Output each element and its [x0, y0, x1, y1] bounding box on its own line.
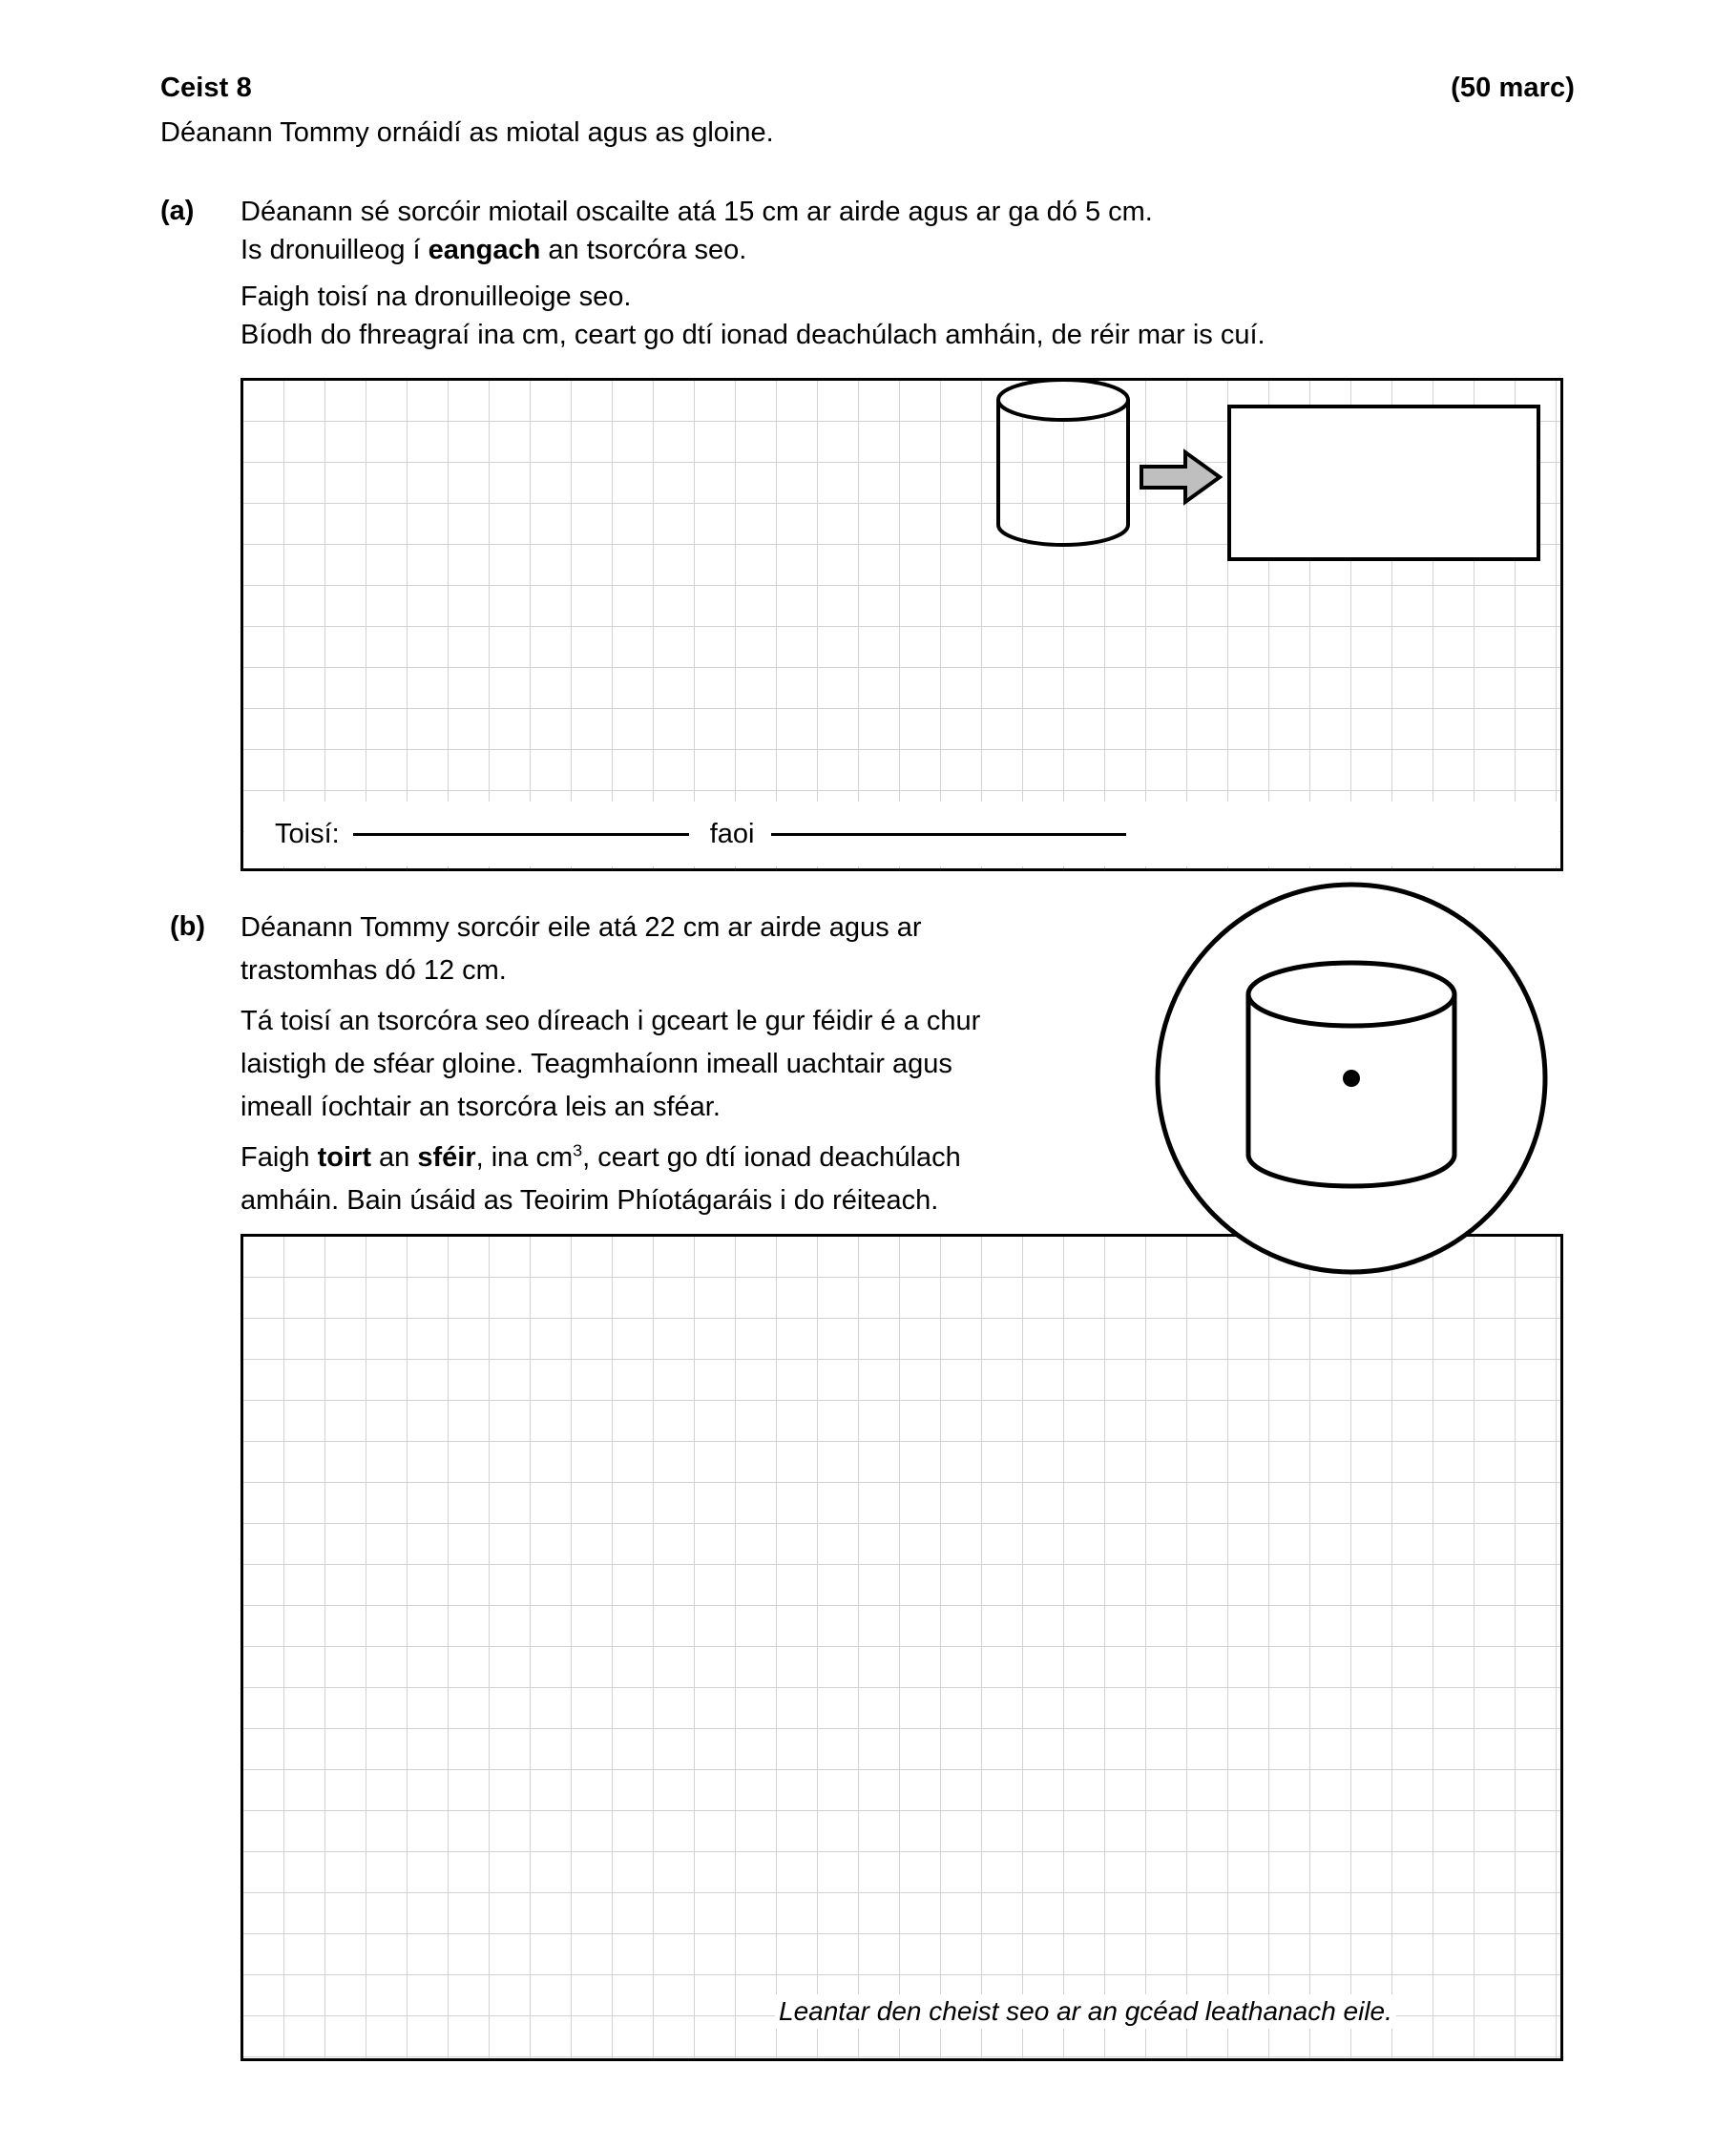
- intro-text: Déanann Tommy ornáidí as miotal agus as gloine.: [160, 117, 774, 148]
- part-b-line-6: [241, 1141, 961, 1174]
- part-a-answer-line[interactable]: [244, 802, 1559, 866]
- part-b-line-1: Déanann Tommy sorcóir eile atá 22 cm ar airde agus ar: [241, 912, 922, 943]
- part-a-line-2-post: an tsorcóra seo.: [540, 235, 747, 265]
- part-a-figure-arrow: [1138, 447, 1225, 508]
- part-b-line-6-post-a: , ina cm: [475, 1142, 574, 1173]
- part-a-line-2-pre: Is dronuilleog í: [241, 235, 429, 265]
- sphere-centre-dot: [1343, 1070, 1360, 1087]
- part-a-line-2-emphasis: eangach: [428, 235, 541, 265]
- part-b-line-4: laistigh de sféar gloine. Teagmhaíonn imeall uachtair agus: [241, 1049, 952, 1079]
- part-a-figure-cylinder: [983, 374, 1145, 565]
- part-a-line-1: Déanann sé sorcóir miotail oscailte atá 15 cm ar airde agus ar ga dó 5 cm.: [241, 197, 1153, 227]
- part-b-line-6-mid: an: [370, 1142, 418, 1173]
- part-b-line-3: Tá toisí an tsorcóra seo díreach i gceart le gur féidir é a chur: [241, 1006, 981, 1036]
- part-b-emphasis-sfeir: sféir: [417, 1142, 476, 1173]
- part-a-line-4: Bíodh do fhreagraí ina cm, ceart go dtí ionad deachúlach amháin, de réir mar is cuí.: [241, 320, 1265, 350]
- question-number: Ceist 8: [160, 73, 252, 103]
- part-a-answer-separator: faoi: [709, 818, 755, 849]
- part-b-line-6-pre: Faigh: [241, 1142, 318, 1173]
- part-a-figure-rectangle: [1225, 403, 1542, 563]
- page-header: [160, 73, 1575, 104]
- cubic-exponent: 3: [573, 1140, 583, 1160]
- part-a-line-3: Faigh toisí na dronuilleoige seo.: [241, 282, 632, 312]
- marks-allocation: (50 marc): [1451, 73, 1575, 103]
- continuation-note: Leantar den cheist seo ar an gcéad leathanach eile.: [775, 1994, 1396, 2029]
- part-a-label: (a): [160, 196, 195, 226]
- part-b-answer-grid[interactable]: [241, 1234, 1563, 2061]
- part-b-line-5: imeall íochtair an tsorcóra leis an sféar.: [241, 1092, 721, 1122]
- part-b-label: (b): [170, 911, 206, 942]
- part-b-line-7: amháin. Bain úsáid as Teoirim Phíotágaráis i do réiteach.: [241, 1185, 939, 1216]
- part-a-answer-label: Toisí:: [275, 818, 340, 849]
- part-a-line-2: [241, 234, 746, 266]
- part-a-answer-blank-2[interactable]: [771, 832, 1126, 836]
- part-a-answer-blank-1[interactable]: [353, 832, 689, 836]
- part-b-line-6-post-b: , ceart go dtí ionad deachúlach: [582, 1142, 961, 1173]
- part-b-emphasis-toirt: toirt: [317, 1142, 371, 1173]
- part-b-line-2: trastomhas dó 12 cm.: [241, 955, 507, 986]
- part-b-figure-sphere-cylinder: [1141, 866, 1561, 1286]
